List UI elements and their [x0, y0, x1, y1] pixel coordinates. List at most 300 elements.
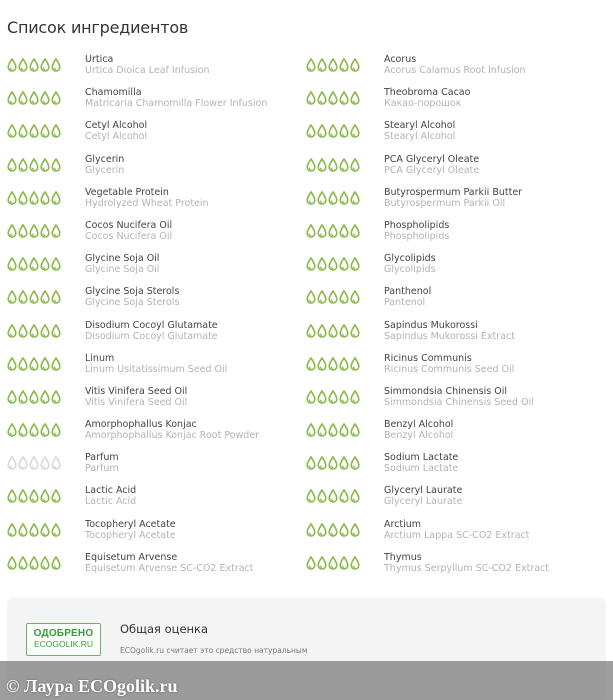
ingredient-inci: Какао-порошок [384, 98, 462, 110]
rating-drops [7, 290, 61, 304]
drop-icon [328, 456, 338, 470]
ingredient-inci: Hydrolyzed Wheat Protein [85, 197, 209, 209]
drop-icon [29, 556, 39, 570]
rating-drops [306, 224, 360, 238]
drop-icon [18, 158, 28, 172]
drop-icon [7, 523, 17, 537]
ingredient-inci: Benzyl Alcohol [384, 430, 454, 442]
drop-icon [51, 357, 61, 371]
ingredient-name[interactable]: Cetyl Alcohol [85, 120, 148, 132]
ingredient-inci: Sodium Lactate [384, 463, 459, 475]
drop-icon [40, 124, 50, 138]
ingredient-inci: Tocopheryl Acetate [85, 529, 176, 541]
drop-icon [7, 390, 17, 404]
ingredient-names [85, 320, 218, 342]
drop-icon [29, 290, 39, 304]
drop-icon [40, 257, 50, 271]
ingredient-inci: Glycine Soja Oil [85, 264, 160, 276]
ingredients-grid [0, 52, 613, 583]
drop-icon [328, 489, 338, 503]
ingredient-names [384, 54, 526, 76]
ingredient-item[interactable] [0, 318, 300, 351]
ingredient-name[interactable]: Glyceryl Laurate [384, 485, 463, 497]
drop-icon [29, 191, 39, 205]
ingredient-inci: Vitis Vinifera Seed Oil [85, 396, 188, 408]
drop-icon [306, 58, 316, 72]
drop-icon [306, 556, 316, 570]
rating-drops [7, 390, 61, 404]
ingredients-title: Список ингредиентов [7, 18, 189, 37]
ingredient-item[interactable] [300, 85, 613, 118]
rating-drops [7, 324, 61, 338]
ingredient-name[interactable]: Disodium Cocoyl Glutamate [85, 319, 218, 331]
drop-icon [18, 390, 28, 404]
rating-drops [7, 489, 61, 503]
drop-icon [51, 124, 61, 138]
drop-icon [306, 456, 316, 470]
ingredient-inci: Glyceryl Laurate [384, 496, 463, 508]
ingredient-item[interactable] [0, 118, 300, 151]
drop-icon [40, 390, 50, 404]
drop-icon [350, 456, 360, 470]
drop-icon [29, 390, 39, 404]
drop-icon [317, 191, 327, 205]
drop-icon [7, 324, 17, 338]
stamp-line2: ECOGOLIK.RU [33, 639, 94, 649]
drop-icon [40, 324, 50, 338]
rating-drops [306, 158, 360, 172]
ingredient-name[interactable]: Sapindus Mukorossi [384, 319, 478, 331]
ingredient-names [85, 419, 259, 441]
drop-icon [350, 324, 360, 338]
drop-icon [317, 290, 327, 304]
ingredient-inci: Matricaria Chamomilla Flower Infusion [85, 98, 268, 110]
drop-icon [306, 224, 316, 238]
rating-drops [306, 556, 360, 570]
ingredient-item[interactable] [300, 417, 613, 450]
drop-icon [40, 556, 50, 570]
drop-icon [350, 423, 360, 437]
ingredient-names [384, 220, 449, 242]
ingredient-names [85, 452, 119, 474]
drop-icon [350, 290, 360, 304]
ingredient-item[interactable] [300, 517, 613, 550]
ingredient-name[interactable]: Arctium [384, 518, 422, 530]
drop-icon [40, 191, 50, 205]
ingredient-inci: Cocos Nucifera Oil [85, 230, 173, 242]
rating-drops [306, 489, 360, 503]
drop-icon [328, 224, 338, 238]
drop-icon [29, 224, 39, 238]
drop-icon [328, 390, 338, 404]
drop-icon [51, 423, 61, 437]
drop-icon [317, 58, 327, 72]
ingredient-names [384, 386, 534, 408]
ingredient-item[interactable] [0, 517, 300, 550]
drop-icon [18, 489, 28, 503]
ingredient-name[interactable]: Tocopheryl Acetate [85, 518, 176, 530]
drop-icon [7, 257, 17, 271]
drop-icon [18, 324, 28, 338]
drop-icon [7, 224, 17, 238]
rating-drops [7, 124, 61, 138]
drop-icon [7, 91, 17, 105]
drop-icon [350, 489, 360, 503]
drop-icon [306, 357, 316, 371]
drop-icon [7, 290, 17, 304]
ingredient-names [384, 320, 515, 342]
ingredient-names [85, 519, 176, 541]
drop-icon [328, 191, 338, 205]
drop-icon [29, 257, 39, 271]
drop-icon [328, 257, 338, 271]
ingredient-inci: Glycerin [85, 164, 125, 176]
ingredient-names [85, 187, 209, 209]
drop-icon [306, 489, 316, 503]
ingredient-item[interactable] [0, 251, 300, 284]
drop-icon [306, 523, 316, 537]
ingredient-names [85, 485, 136, 507]
drop-icon [350, 357, 360, 371]
drop-icon [29, 357, 39, 371]
drop-icon [18, 124, 28, 138]
ingredient-item[interactable] [0, 384, 300, 417]
ingredient-inci: Glycine Soja Sterols [85, 297, 180, 309]
drop-icon [306, 91, 316, 105]
drop-icon [328, 91, 338, 105]
drop-icon [18, 58, 28, 72]
drop-icon [339, 324, 349, 338]
ingredient-names [85, 552, 254, 574]
ingredient-names [85, 120, 147, 142]
watermark-text: © Лаура ECOgolik.ru [6, 676, 178, 696]
ingredient-name[interactable]: Acorus [384, 54, 417, 65]
drop-icon [18, 456, 28, 470]
drop-icon [350, 158, 360, 172]
drop-icon [350, 58, 360, 72]
ingredient-item[interactable] [300, 318, 613, 351]
ingredient-inci: Glycolipids [384, 264, 436, 276]
ingredient-name[interactable]: Sodium Lactate [384, 452, 459, 464]
drop-icon [317, 257, 327, 271]
approved-stamp-icon [26, 623, 101, 656]
ingredient-names [384, 253, 436, 275]
overall-rating-title: Общая оценка [120, 622, 209, 636]
drop-icon [339, 357, 349, 371]
drop-icon [51, 324, 61, 338]
drop-icon [29, 91, 39, 105]
ingredient-item[interactable] [300, 152, 613, 185]
drop-icon [306, 158, 316, 172]
drop-icon [328, 58, 338, 72]
ingredient-names [384, 187, 522, 209]
drop-icon [29, 58, 39, 72]
drop-icon [7, 191, 17, 205]
drop-icon [317, 357, 327, 371]
ingredient-name[interactable]: Amorphophallus Konjac [85, 419, 197, 431]
rating-drops [7, 456, 61, 470]
drop-icon [328, 324, 338, 338]
drop-icon [7, 357, 17, 371]
ingredient-names [85, 54, 210, 76]
drop-icon [7, 58, 17, 72]
ingredient-names [384, 552, 549, 574]
ingredient-inci: Pantenol [384, 297, 426, 309]
ingredient-inci: Cetyl Alcohol [85, 131, 148, 143]
ingredient-name[interactable]: Vitis Vinifera Seed Oil [85, 385, 188, 397]
drop-icon [339, 91, 349, 105]
ingredient-name[interactable]: Butyrospermum Parkii Butter [384, 186, 523, 198]
ingredient-item[interactable] [0, 85, 300, 118]
drop-icon [18, 191, 28, 205]
ingredient-inci: Sapindus Mukorossi Extract [384, 330, 515, 342]
drop-icon [29, 456, 39, 470]
ingredient-inci: Lactic Acid [85, 496, 137, 508]
drop-icon [306, 290, 316, 304]
drop-icon [317, 324, 327, 338]
drop-icon [51, 523, 61, 537]
rating-drops [306, 390, 360, 404]
ingredient-item[interactable] [0, 52, 300, 85]
ingredient-inci: Arctium Lappa SC-CO2 Extract [384, 529, 530, 541]
drop-icon [51, 91, 61, 105]
ingredient-name[interactable]: Phospholipids [384, 219, 450, 231]
drop-icon [18, 556, 28, 570]
drop-icon [317, 224, 327, 238]
ingredient-item[interactable] [300, 251, 613, 284]
ingredient-name[interactable]: PCA Glyceryl Oleate [384, 153, 480, 165]
drop-icon [328, 290, 338, 304]
ingredient-inci: PCA Glyceryl Oleate [384, 164, 480, 176]
drop-icon [29, 158, 39, 172]
ingredient-inci: Phospholipids [384, 230, 450, 242]
drop-icon [350, 390, 360, 404]
ingredient-names [85, 286, 179, 308]
drop-icon [7, 456, 17, 470]
drop-icon [40, 158, 50, 172]
drop-icon [306, 423, 316, 437]
ingredient-item[interactable] [300, 185, 613, 218]
drop-icon [40, 91, 50, 105]
rating-drops [7, 523, 61, 537]
rating-drops [306, 290, 360, 304]
ingredient-inci: Parfum [85, 463, 119, 475]
rating-drops [306, 58, 360, 72]
drop-icon [350, 191, 360, 205]
drop-icon [306, 191, 316, 205]
ingredient-name[interactable]: Panthenol [384, 286, 432, 298]
drop-icon [306, 390, 316, 404]
ingredient-name[interactable]: Glycolipids [384, 253, 436, 265]
ingredient-item[interactable] [0, 284, 300, 317]
ingredient-item[interactable] [300, 284, 613, 317]
ingredient-name[interactable]: Lactic Acid [85, 485, 137, 497]
ingredient-inci: Equisetum Arvense SC-CO2 Extract [85, 562, 254, 574]
drop-icon [339, 290, 349, 304]
ingredient-item[interactable] [0, 450, 300, 483]
drop-icon [350, 523, 360, 537]
overall-rating-text: ECOgolik.ru считает это средство натуральным [120, 646, 308, 655]
ingredient-name[interactable]: Stearyl Alcohol [384, 120, 456, 132]
drop-icon [18, 357, 28, 371]
drop-icon [18, 257, 28, 271]
drop-icon [350, 224, 360, 238]
ingredient-item[interactable] [0, 351, 300, 384]
ingredient-name[interactable]: Benzyl Alcohol [384, 419, 454, 431]
drop-icon [29, 489, 39, 503]
rating-drops [306, 257, 360, 271]
drop-icon [40, 357, 50, 371]
ingredient-names [384, 286, 431, 308]
rating-drops [7, 58, 61, 72]
rating-drops [7, 191, 61, 205]
ingredient-item[interactable] [0, 483, 300, 516]
ingredient-inci: Butyrospermum Parkii Oil [384, 197, 506, 209]
drop-icon [40, 290, 50, 304]
drop-icon [317, 423, 327, 437]
rating-drops [306, 523, 360, 537]
drop-icon [306, 124, 316, 138]
drop-icon [328, 423, 338, 437]
rating-drops [7, 158, 61, 172]
drop-icon [317, 91, 327, 105]
drop-icon [339, 456, 349, 470]
drop-icon [350, 91, 360, 105]
ingredient-names [85, 386, 187, 408]
drop-icon [328, 523, 338, 537]
drop-icon [339, 58, 349, 72]
ingredient-names [384, 485, 462, 507]
ingredient-name[interactable]: Parfum [85, 452, 119, 464]
drop-icon [18, 290, 28, 304]
drop-icon [40, 456, 50, 470]
rating-drops [306, 124, 360, 138]
ingredient-name[interactable]: Theobroma Cacao [384, 87, 471, 99]
ingredient-names [85, 87, 267, 109]
ingredient-item[interactable] [300, 384, 613, 417]
drop-icon [29, 124, 39, 138]
ingredient-inci: Amorphophallus Konjac Root Powder [85, 430, 260, 442]
drop-icon [306, 324, 316, 338]
ingredient-name[interactable]: Vegetable Protein [85, 186, 169, 198]
drop-icon [317, 523, 327, 537]
drop-icon [51, 191, 61, 205]
drop-icon [328, 124, 338, 138]
ingredient-item[interactable] [300, 218, 613, 251]
rating-drops [306, 91, 360, 105]
ingredient-inci: Stearyl Alcohol [384, 131, 456, 143]
rating-drops [306, 456, 360, 470]
ingredient-item[interactable] [300, 483, 613, 516]
drop-icon [350, 257, 360, 271]
ingredient-name[interactable]: Glycine Soja Oil [85, 253, 160, 265]
drop-icon [317, 456, 327, 470]
drop-icon [7, 423, 17, 437]
ingredient-name[interactable]: Simmondsia Chinensis Oil [384, 385, 507, 397]
ingredient-item[interactable] [0, 185, 300, 218]
ingredient-inci: Disodium Cocoyl Glutamate [85, 330, 218, 342]
rating-drops [7, 224, 61, 238]
drop-icon [51, 257, 61, 271]
ingredient-inci: Acorus Calamus Root Infusion [384, 65, 526, 76]
ingredient-names [384, 154, 479, 176]
drop-icon [40, 489, 50, 503]
rating-drops [7, 357, 61, 371]
drop-icon [317, 390, 327, 404]
drop-icon [7, 158, 17, 172]
drop-icon [339, 257, 349, 271]
drop-icon [317, 124, 327, 138]
ingredient-name[interactable]: Linum [85, 352, 115, 364]
ingredient-name[interactable]: Equisetum Arvense [85, 551, 178, 563]
ingredient-inci: Thymus Serpyllum SC-CO2 Extract [384, 562, 549, 574]
ingredient-name[interactable]: Chamomilla [85, 87, 142, 99]
rating-drops [306, 357, 360, 371]
drop-icon [40, 58, 50, 72]
ingredient-names [384, 87, 470, 109]
ingredient-item[interactable] [300, 52, 613, 85]
rating-drops [7, 423, 61, 437]
drop-icon [40, 224, 50, 238]
ingredient-item[interactable] [300, 351, 613, 384]
drop-icon [51, 456, 61, 470]
rating-drops [7, 556, 61, 570]
ingredient-inci: Urtica Dioica Leaf Infusion [85, 65, 210, 76]
drop-icon [51, 489, 61, 503]
rating-drops [306, 423, 360, 437]
drop-icon [29, 423, 39, 437]
drop-icon [328, 158, 338, 172]
drop-icon [18, 423, 28, 437]
drop-icon [40, 523, 50, 537]
ingredient-names [85, 253, 159, 275]
ingredient-names [384, 120, 455, 142]
drop-icon [51, 158, 61, 172]
ingredient-name[interactable]: Ricinus Communis [384, 352, 472, 364]
drop-icon [317, 556, 327, 570]
ingredient-name[interactable]: Glycine Soja Sterols [85, 286, 180, 298]
drop-icon [339, 191, 349, 205]
stamp-line1: ОДОБРЕНО [33, 628, 94, 639]
ingredient-inci: Simmondsia Chinensis Seed Oil [384, 396, 534, 408]
rating-drops [7, 91, 61, 105]
ingredient-item[interactable] [300, 118, 613, 151]
drop-icon [317, 158, 327, 172]
ingredient-item[interactable] [300, 450, 613, 483]
drop-icon [7, 556, 17, 570]
ingredient-item[interactable] [0, 417, 300, 450]
ingredient-name[interactable]: Thymus [384, 551, 422, 563]
ingredient-item[interactable] [0, 550, 300, 583]
ingredient-item[interactable] [300, 550, 613, 583]
drop-icon [7, 124, 17, 138]
drop-icon [328, 556, 338, 570]
ingredient-item[interactable] [0, 218, 300, 251]
rating-drops [7, 257, 61, 271]
ingredient-name[interactable]: Glycerin [85, 153, 125, 165]
drop-icon [40, 423, 50, 437]
drop-icon [339, 390, 349, 404]
ingredient-name[interactable]: Cocos Nucifera Oil [85, 219, 173, 231]
ingredient-names [85, 353, 227, 375]
drop-icon [29, 324, 39, 338]
ingredient-names [85, 220, 172, 242]
ingredient-names [85, 154, 124, 176]
drop-icon [51, 390, 61, 404]
ingredient-name[interactable]: Urtica [85, 54, 114, 65]
ingredient-inci: Ricinus Communis Seed Oil [384, 363, 515, 375]
ingredient-item[interactable] [0, 152, 300, 185]
